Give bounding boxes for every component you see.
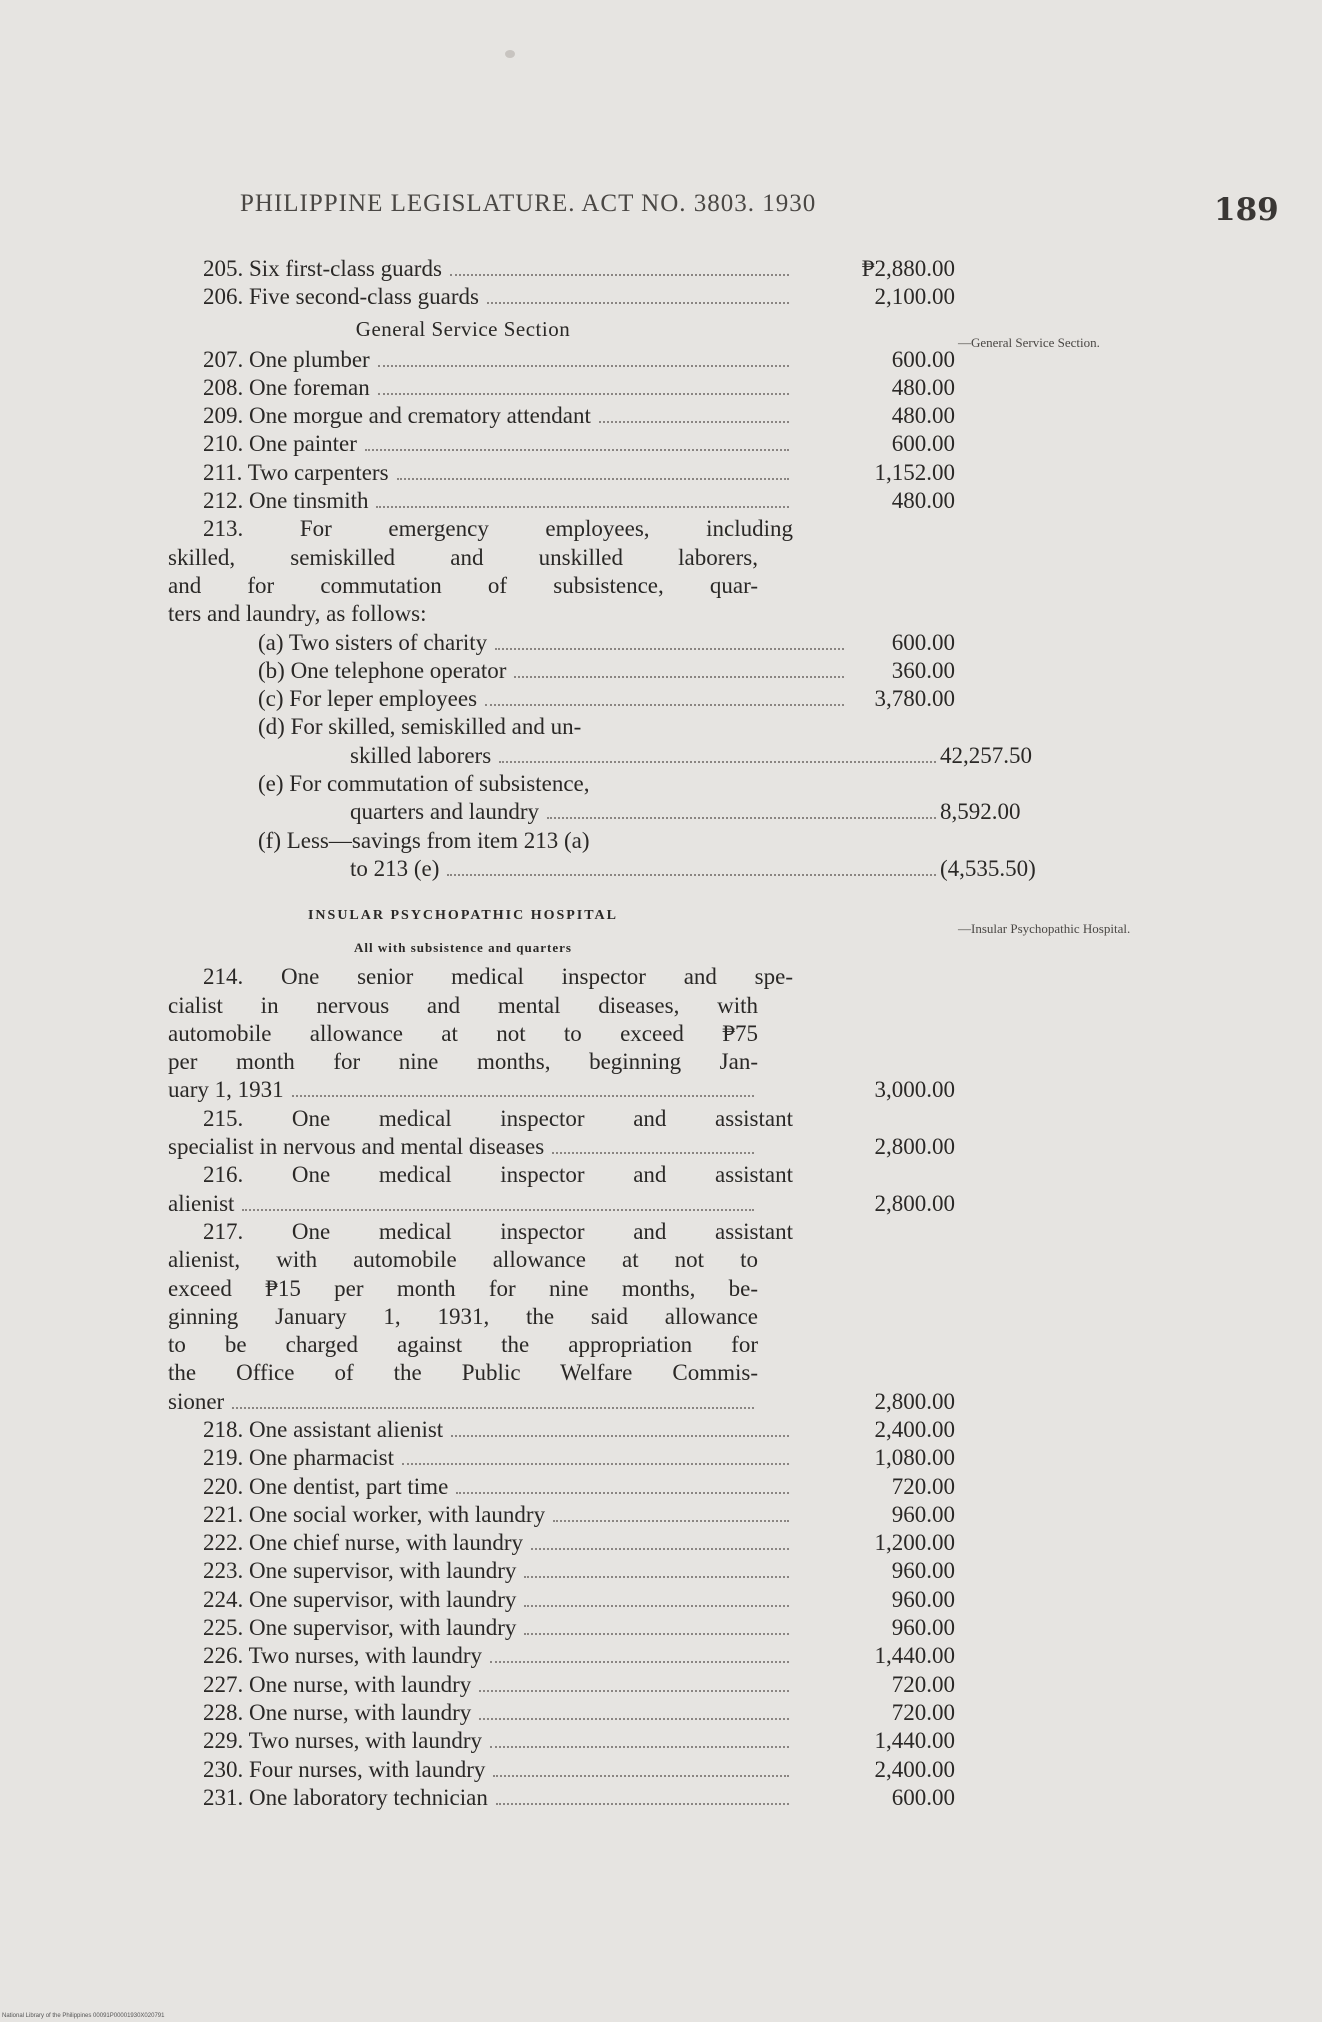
item-amount: 960.00 — [891, 1501, 955, 1527]
item-description: 229. Two nurses, with laundry — [203, 1728, 483, 1754]
dot-leader — [378, 365, 789, 367]
item-amount: 600.00 — [891, 431, 955, 457]
text-line — [168, 1048, 955, 1076]
item-amount: 720.00 — [891, 1699, 955, 1725]
item-amount: 720.00 — [891, 1473, 955, 1499]
item-description: sioner — [168, 1388, 225, 1414]
line-text — [168, 1642, 793, 1670]
item-amount: 2,100.00 — [874, 284, 955, 310]
line-text: exceed ₱15 per month for nine months, be- — [168, 1275, 758, 1301]
dot-leader — [376, 506, 789, 508]
item-description: 225. One supervisor, with laundry — [203, 1615, 517, 1641]
line-text — [168, 402, 793, 430]
line-text — [168, 1501, 793, 1529]
item-description: 218. One assistant alienist — [203, 1416, 444, 1442]
page-number: 189 — [1214, 192, 1279, 228]
item-214 — [168, 963, 955, 1104]
item-amount: 1,152.00 — [874, 459, 955, 485]
item-amount: 600.00 — [891, 346, 955, 372]
item-amount: 3,000.00 — [874, 1077, 955, 1103]
dot-leader — [547, 817, 936, 819]
item-amount: 1,080.00 — [874, 1445, 955, 1471]
section-heading-general-service: General Service Section — [355, 316, 571, 341]
dot-leader — [499, 761, 936, 763]
text-line — [168, 1218, 955, 1246]
line-text — [168, 1529, 793, 1557]
running-head: PHILIPPINE LEGISLATURE. ACT NO. 3803. 1930 — [240, 190, 817, 217]
line-text: ginning January 1, 1931, the said allowance — [168, 1303, 758, 1329]
dot-leader — [524, 1605, 789, 1607]
dot-leader — [495, 648, 844, 650]
dot-leader — [397, 478, 789, 480]
item-description: 224. One supervisor, with laundry — [203, 1586, 517, 1612]
item-amount: 2,800.00 — [874, 1388, 955, 1414]
line-text — [168, 1190, 758, 1218]
section-subheading: All with subsistence and quarters — [354, 940, 572, 956]
line-text — [168, 855, 940, 883]
item-description: 205. Six first-class guards — [203, 256, 442, 281]
item-amount: 2,800.00 — [874, 1190, 955, 1216]
items-group-top — [168, 255, 955, 312]
item-description: specialist in nervous and mental diseases — [168, 1134, 545, 1160]
item-description: 227. One nurse, with laundry — [203, 1671, 472, 1697]
ledger-line — [168, 487, 955, 515]
ledger-line — [168, 855, 1036, 883]
item-213 — [168, 515, 1036, 883]
text-line — [168, 1303, 955, 1331]
ledger-line — [168, 1586, 955, 1614]
line-text — [168, 1473, 793, 1501]
ledger-line — [168, 1727, 955, 1755]
item-description: ters and laundry, as follows: — [168, 601, 427, 627]
text-line — [168, 992, 955, 1020]
dot-leader — [531, 1548, 789, 1550]
ledger-line — [168, 1190, 955, 1218]
line-text: 215. One medical inspector and assistant — [203, 1105, 793, 1131]
line-text — [168, 1756, 793, 1784]
dot-leader — [447, 874, 936, 876]
item-amount: 480.00 — [891, 403, 955, 429]
text-line — [168, 827, 955, 855]
ledger-line — [168, 1784, 955, 1812]
line-text — [168, 827, 848, 855]
item-amount: 2,400.00 — [874, 1416, 955, 1442]
item-amount: ₱2,880.00 — [861, 256, 955, 281]
item-amount: 1,440.00 — [874, 1728, 955, 1754]
item-description: (a) Two sisters of charity — [258, 629, 488, 655]
item-amount: 960.00 — [891, 1615, 955, 1641]
text-line — [168, 963, 955, 991]
line-text: alienist, with automobile allowance at not to — [168, 1247, 758, 1273]
text-line — [168, 1246, 955, 1274]
margin-note-insular-psychopathic: —Insular Psychopathic Hospital. — [958, 921, 1131, 936]
item-217 — [168, 1218, 955, 1416]
item-amount: 1,200.00 — [874, 1530, 955, 1556]
line-text: 213. For emergency employees, including — [203, 516, 793, 542]
item-description: 230. Four nurses, with laundry — [203, 1756, 486, 1782]
ledger-line — [168, 1529, 955, 1557]
ledger-line — [168, 742, 1032, 770]
line-text — [168, 657, 848, 685]
ledger-line — [168, 283, 955, 311]
dot-leader — [232, 1407, 754, 1409]
line-text — [168, 1586, 793, 1614]
line-text — [168, 346, 793, 374]
text-line — [168, 544, 955, 572]
margin-note-general-service: —General Service Section. — [958, 335, 1100, 350]
text-line — [168, 1331, 955, 1359]
ledger-line — [168, 1642, 955, 1670]
items-group-hospital — [168, 1416, 955, 1812]
ledger-line — [168, 1557, 955, 1585]
text-line — [168, 600, 955, 628]
ledger-line — [168, 798, 1021, 826]
line-text: per month for nine months, beginning Jan- — [168, 1049, 758, 1075]
ledger-line — [168, 1388, 955, 1416]
dot-leader — [493, 1775, 789, 1777]
line-text — [168, 487, 793, 515]
ledger-line — [168, 685, 955, 713]
dot-leader — [479, 1690, 789, 1692]
line-text — [168, 742, 940, 770]
text-line — [168, 1020, 955, 1048]
ledger-line — [168, 1416, 955, 1444]
ledger-line — [168, 1756, 955, 1784]
text-line — [168, 572, 955, 600]
text-line — [168, 515, 955, 543]
item-amount: 2,800.00 — [874, 1134, 955, 1160]
line-text — [168, 629, 848, 657]
line-text — [168, 1416, 793, 1444]
line-text: and for commutation of subsistence, quar- — [168, 572, 758, 598]
line-text: cialist in nervous and mental diseases, with — [168, 992, 758, 1018]
item-amount: 720.00 — [891, 1671, 955, 1697]
line-text — [168, 600, 758, 628]
ledger-line — [168, 1076, 955, 1104]
item-description: skilled laborers — [350, 742, 492, 768]
item-description: 206. Five second-class guards — [203, 284, 479, 310]
dot-leader — [514, 676, 844, 678]
text-line — [168, 1359, 955, 1387]
item-amount: 600.00 — [891, 629, 955, 655]
line-text: to be charged against the appropriation for — [168, 1332, 758, 1358]
item-description: 220. One dentist, part time — [203, 1473, 449, 1499]
ledger-line — [168, 1501, 955, 1529]
item-description: 219. One pharmacist — [203, 1445, 394, 1471]
ledger-line — [168, 430, 955, 458]
ledger-line — [168, 1473, 955, 1501]
item-description: uary 1, 1931 — [168, 1077, 284, 1103]
dot-leader — [365, 449, 789, 451]
line-text — [168, 1388, 758, 1416]
dot-leader — [292, 1095, 754, 1097]
dot-leader — [485, 704, 844, 706]
dot-leader — [378, 393, 789, 395]
dot-leader — [552, 1152, 754, 1154]
dot-leader — [242, 1209, 754, 1211]
line-text: 216. One medical inspector and assistant — [203, 1162, 793, 1188]
item-description: 226. Two nurses, with laundry — [203, 1643, 483, 1669]
item-description: (e) For commutation of subsistence, — [258, 771, 590, 797]
line-text — [168, 1727, 793, 1755]
line-text — [168, 430, 793, 458]
item-description: 228. One nurse, with laundry — [203, 1699, 472, 1725]
ledger-line — [168, 1614, 955, 1642]
line-text — [168, 685, 848, 713]
line-text: 217. One medical inspector and assistant — [203, 1218, 793, 1244]
dot-leader — [487, 302, 789, 304]
line-text — [168, 1784, 793, 1812]
item-amount: 480.00 — [891, 374, 955, 400]
item-description: quarters and laundry — [350, 799, 540, 825]
line-text: 214. One senior medical inspector and spe- — [203, 964, 793, 990]
dot-leader — [490, 1661, 789, 1663]
line-text: the Office of the Public Welfare Commis- — [168, 1360, 758, 1386]
item-amount: 360.00 — [891, 657, 955, 683]
line-text — [168, 1133, 758, 1161]
dot-leader — [524, 1633, 789, 1635]
item-description: 210. One painter — [203, 431, 357, 457]
line-text — [168, 374, 793, 402]
line-text — [168, 798, 940, 826]
line-text — [168, 1671, 793, 1699]
text-line — [168, 713, 955, 741]
item-amount: 480.00 — [891, 488, 955, 514]
ledger-line — [168, 255, 955, 283]
dot-leader — [496, 1803, 789, 1805]
line-text — [168, 283, 793, 311]
item-description: (d) For skilled, semiskilled and un- — [258, 714, 582, 740]
ledger-line — [168, 1133, 955, 1161]
text-line — [168, 1275, 955, 1303]
ledger-line — [168, 374, 955, 402]
ledger-line — [168, 657, 955, 685]
line-text — [168, 459, 793, 487]
dot-leader — [450, 274, 789, 276]
line-text — [168, 1444, 793, 1472]
text-line — [168, 1105, 955, 1133]
item-description: (f) Less—savings from item 213 (a) — [258, 827, 590, 853]
item-216 — [168, 1161, 955, 1218]
dot-leader — [456, 1492, 789, 1494]
ledger-line — [168, 346, 955, 374]
text-line — [168, 1161, 955, 1189]
line-text: skilled, semiskilled and unskilled laborers, — [168, 544, 758, 570]
item-amount: 960.00 — [891, 1586, 955, 1612]
item-description: (b) One telephone operator — [258, 657, 507, 683]
dot-leader — [524, 1576, 789, 1578]
item-description: 212. One tinsmith — [203, 488, 369, 514]
ledger-line — [168, 402, 955, 430]
item-description: 231. One laboratory technician — [203, 1784, 488, 1810]
item-amount: 600.00 — [891, 1784, 955, 1810]
item-description: (c) For leper employees — [258, 686, 478, 712]
line-text — [168, 1614, 793, 1642]
ledger-line — [168, 1671, 955, 1699]
item-amount: 3,780.00 — [874, 686, 955, 712]
item-amount: 960.00 — [891, 1558, 955, 1584]
item-description: alienist — [168, 1190, 235, 1216]
paper-blemish — [505, 50, 515, 58]
line-text — [168, 713, 848, 741]
dot-leader — [490, 1746, 789, 1748]
item-description: 222. One chief nurse, with laundry — [203, 1530, 524, 1556]
item-amount: (4,535.50) — [940, 855, 1036, 881]
item-description: 207. One plumber — [203, 346, 370, 372]
ledger-line — [168, 1444, 955, 1472]
dot-leader — [553, 1520, 789, 1522]
section-heading-insular-psychopathic-hospital: INSULAR PSYCHOPATHIC HOSPITAL — [307, 908, 619, 924]
item-description: 221. One social worker, with laundry — [203, 1501, 546, 1527]
line-text: automobile allowance at not to exceed ₱75 — [168, 1020, 758, 1046]
appropriation-list — [168, 255, 1036, 1812]
line-text — [168, 770, 848, 798]
items-group-general-service — [168, 346, 955, 516]
item-description: to 213 (e) — [350, 855, 440, 881]
item-amount: 1,440.00 — [874, 1643, 955, 1669]
scan-credit: National Library of the Philippines 00091P00001930X020791 — [2, 2013, 165, 2019]
line-text — [168, 1557, 793, 1585]
dot-leader — [479, 1718, 789, 1720]
item-description: 208. One foreman — [203, 374, 370, 400]
ledger-line — [168, 1699, 955, 1727]
dot-leader — [402, 1463, 789, 1465]
ledger-line — [168, 629, 955, 657]
ledger-line — [168, 459, 955, 487]
item-description: 223. One supervisor, with laundry — [203, 1558, 517, 1584]
dot-leader — [599, 421, 789, 423]
line-text — [168, 1076, 758, 1104]
line-text — [168, 255, 793, 283]
item-description: 211. Two carpenters — [203, 459, 389, 485]
item-215 — [168, 1105, 955, 1162]
item-description: 209. One morgue and crematory attendant — [203, 403, 591, 429]
line-text — [168, 1699, 793, 1727]
text-line — [168, 770, 955, 798]
item-amount: 8,592.00 — [940, 799, 1021, 825]
item-amount: 2,400.00 — [874, 1756, 955, 1782]
item-amount: 42,257.50 — [940, 742, 1032, 768]
dot-leader — [451, 1435, 789, 1437]
